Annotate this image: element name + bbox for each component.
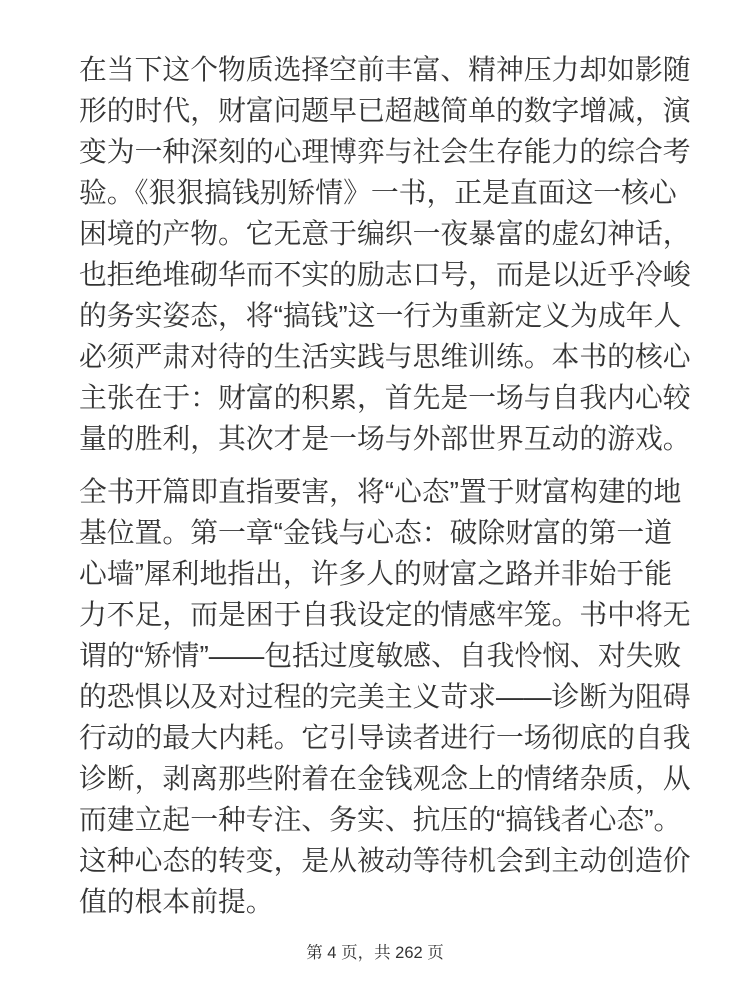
- page-number-indicator: 第 4 页，共 262 页: [306, 944, 444, 962]
- document-body-text: [79, 49, 692, 922]
- paragraph-intro: 在当下这个物质选择空前丰富、精神压力却如影随形的时代，财富问题早已超越简单的数字增减，演变为一种深刻的心理博弈与社会生存能力的综合考验。《狠狠搞钱别矫情》一书，正是直面这一核心困境的产物。它无意于编织一夜暴富的虚幻神话，也拒绝堆砌华而不实的励志口号，而是以近乎冷峻的务实姿态，将“搞钱”这一行为重新定义为成年人必须严肃对待的生活实践与思维训练。本书的核心主张在于：财富的积累，首先是一场与自我内心较量的胜利，其次才是一场与外部世界互动的游戏。: [79, 54, 691, 454]
- paragraph-chapter-one-summary: 全书开篇即直指要害，将“心态”置于财富构建的地基位置。第一章“金钱与心态：破除财富的第一道心墙”犀利地指出，许多人的财富之路并非始于能力不足，而是困于自我设定的情感牢笼。书中将无谓的“矫情”——包括过度敏感、自我怜悯、对失败的恐惧以及对过程的完美主义苛求——诊断为阻碍行动的最大内耗。它引导读者进行一场彻底的自我诊断，剥离那些附着在金钱观念上的情绪杂质，从而建立起一种专注、务实、抗压的“搞钱者心态”。这种心态的转变，是从被动等待机会到主动创造价值的根本前提。: [79, 476, 691, 917]
